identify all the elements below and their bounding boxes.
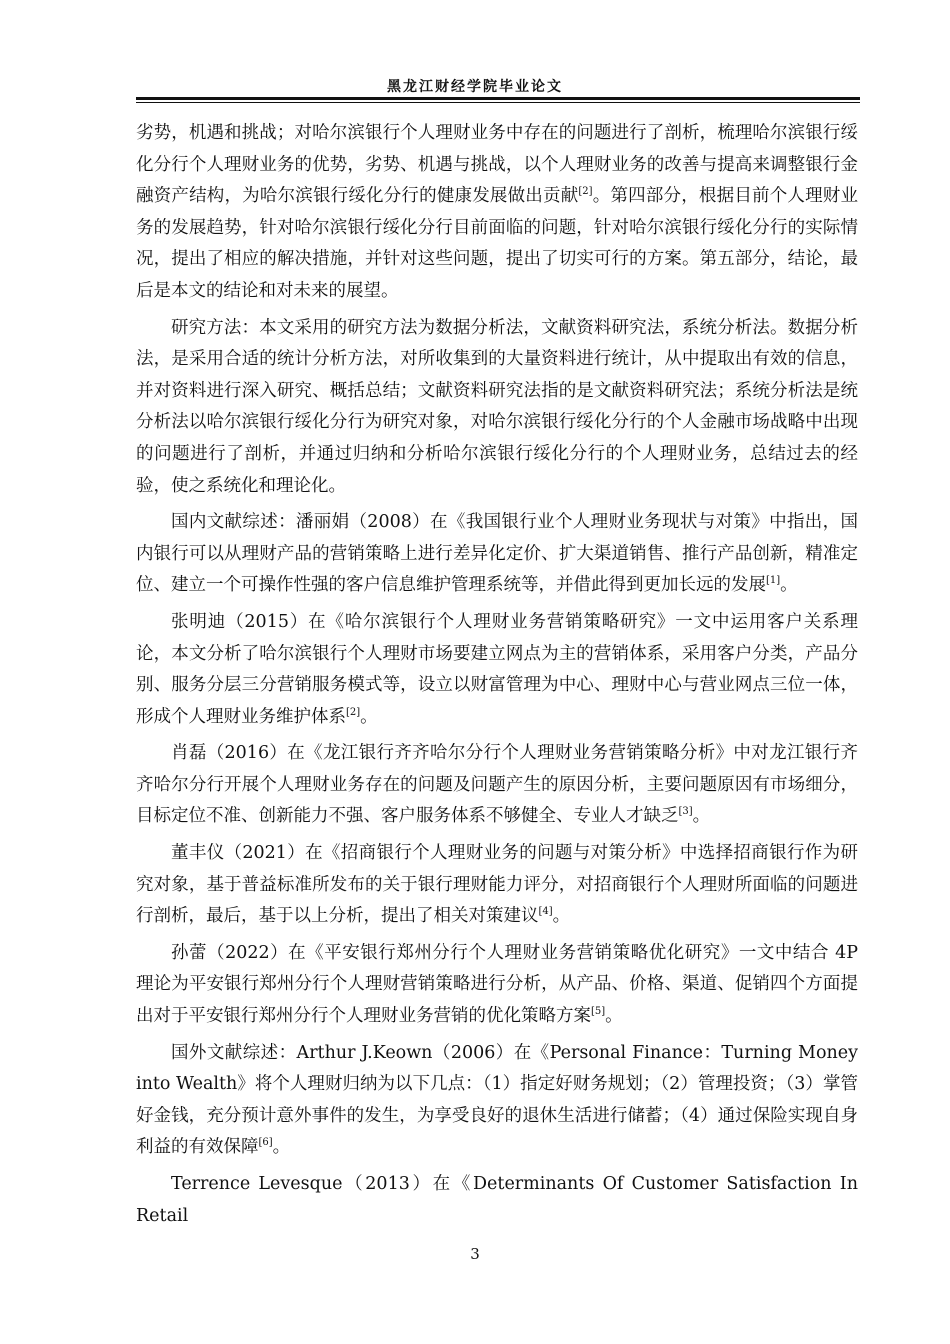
citation-mark: [3] — [678, 806, 693, 818]
citation-mark: [4] — [538, 906, 553, 918]
paragraph-text: Terrence Levesque（2013）在《Determinants Of Customer Satisfaction In Retail — [136, 1174, 858, 1226]
citation-mark: [5] — [591, 1006, 606, 1018]
paragraph-tail: 。 — [692, 806, 711, 827]
citation-mark: [2] — [578, 186, 593, 198]
citation-mark: [6] — [258, 1137, 273, 1149]
paragraph-terrence-levesque — [136, 1169, 858, 1232]
body-text — [136, 118, 858, 1232]
paragraph-tail: 。 — [360, 706, 378, 727]
paragraph-text: 张明迪（2015）在《哈尔滨银行个人理财业务营销策略研究》一文中运用客户关系理论，本文分析了哈尔滨银行个人理财市场要建立网点为主的营销体系，采用客户分类，产品分别、服务分层三分营销服务模式等，设立以财富管理为中心、理财中心与营业网点三位一体，形成个人理财业务维护体系 — [136, 611, 858, 727]
paragraph-text: 肖磊（2016）在《龙江银行齐齐哈尔分行个人理财业务营销策略分析》中对龙江银行齐齐哈尔分行开展个人理财业务存在的问题及问题产生的原因分析，主要问题原因有市场细分，目标定位不准、创新能力不强、客户服务体系不够健全、专业人才缺乏 — [136, 743, 858, 827]
paragraph-text: 董丰仪（2021）在《招商银行个人理财业务的问题与对策分析》中选择招商银行作为研究对象，基于普益标准所发布的关于银行理财能力评分，对招商银行个人理财所面临的问题进行剖析，最后，基于以上分析，提出了相关对策建议 — [136, 843, 858, 927]
paragraph-tail: 。 — [552, 906, 571, 927]
paragraph-tail: 。 — [605, 1006, 623, 1027]
paragraph-dong-fengyi — [136, 838, 858, 933]
paragraph-zhang-mingdi — [136, 607, 858, 733]
paragraph-tail: 。 — [272, 1137, 291, 1158]
paragraph-tail: 。 — [780, 575, 798, 596]
header-rule-thin — [136, 102, 860, 103]
paragraph-research-methods — [136, 313, 858, 503]
citation-mark: [1] — [766, 575, 781, 587]
paragraph-xiao-lei — [136, 738, 858, 833]
paragraph-tail: 。第四部分，根据目前个人理财业务的发展趋势，针对哈尔滨银行绥化分行目前面临的问题，针对哈尔滨银行绥化分行的实际情况，提出了相应的解决措施，并针对这些问题，提出了切实可行的方案。第五部分，结论，最后是本文的结论和对未来的展望。 — [136, 186, 858, 301]
paragraph-continuation — [136, 118, 858, 308]
paragraph-foreign-review — [136, 1038, 858, 1164]
paragraph-text: 国外文献综述：Arthur J.Keown（2006）在《Personal Finance：Turning Money into Wealth》将个人理财归纳为以下几点：（1）指定好财务规划；（2）管理投资；（3）掌管好金钱，充分预计意外事件的发生，为享受良好的退休生活进行储蓄；（4）通过保险实现自身利益的有效保障 — [136, 1042, 858, 1158]
paragraph-text: 国内文献综述：潘丽娟（2008）在《我国银行业个人理财业务现状与对策》中指出，国内银行可以从理财产品的营销策略上进行差异化定价、扩大渠道销售、推行产品创新，精准定位、建立一个可操作性强的客户信息维护管理系统等，并借此得到更加长远的发展 — [136, 512, 858, 596]
header-rule-thick — [136, 97, 860, 100]
paragraph-text: 孙蕾（2022）在《平安银行郑州分行个人理财业务营销策略优化研究》一文中结合 4P 理论为平安银行郑州分行个人理财营销策略进行分析，从产品、价格、渠道、促销四个方面提出对于平安银行郑州分行个人理财业务营销的优化策略方案 — [136, 942, 858, 1027]
paragraph-sun-lei — [136, 938, 858, 1033]
running-header-title: 黑龙江财经学院毕业论文 — [387, 79, 563, 95]
paragraph-text: 研究方法：本文采用的研究方法为数据分析法，文献资料研究法，系统分析法。数据分析法，是采用合适的统计分析方法，对所收集到的大量资料进行统计，从中提取出有效的信息，并对资料进行深入研究、概括总结；文献资料研究法指的是文献资料研究法；系统分析法是统分析法以哈尔滨银行绥化分行为研究对象，对哈尔滨银行绥化分行的个人金融市场战略中出现的问题进行了剖析，并通过归纳和分析哈尔滨银行绥化分行的个人理财业务，总结过去的经验，使之系统化和理论化。 — [136, 317, 858, 496]
paragraph-domestic-review — [136, 507, 858, 602]
page-number: 3 — [470, 1245, 480, 1263]
paragraph-text: 劣势，机遇和挑战；对哈尔滨银行个人理财业务中存在的问题进行了剖析，梳理哈尔滨银行绥化分行个人理财业务的优势，劣势、机遇与挑战，以个人理财业务的改善与提高来调整银行金融资产结构，为哈尔滨银行绥化分行的健康发展做出贡献 — [136, 123, 858, 207]
citation-mark: [2] — [346, 706, 361, 718]
